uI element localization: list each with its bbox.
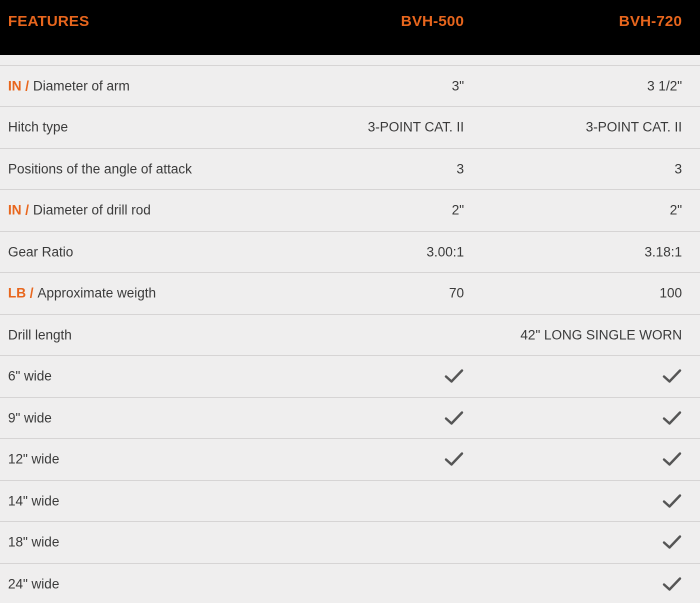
table-body: [0, 65, 700, 603]
header-spacer: [0, 55, 700, 65]
value-bvh-720: 3.18:1: [644, 244, 682, 260]
table-row: [0, 190, 700, 232]
table-row: [0, 232, 700, 274]
feature-label-text: Hitch type: [8, 119, 69, 135]
check-icon: [444, 368, 464, 384]
value-bvh-500: 2": [451, 202, 464, 218]
check-icon: [662, 368, 682, 384]
table-row: [0, 65, 700, 107]
check-icon: [444, 451, 464, 467]
value-bvh-720: 3 1/2": [647, 78, 682, 94]
value-bvh-500: 3.00:1: [426, 244, 464, 260]
table-row: [0, 273, 700, 315]
value-bvh-500: 70: [448, 285, 464, 301]
table-row: [0, 398, 700, 440]
value-bvh-720: 42" LONG SINGLE WORN: [520, 327, 682, 343]
value-bvh-500: 3: [456, 161, 464, 177]
unit-prefix: LB /: [8, 285, 34, 301]
feature-label: [8, 244, 73, 259]
feature-label: [8, 369, 52, 384]
feature-label-text: Approximate weigth: [37, 285, 157, 301]
table-row: [0, 439, 700, 481]
feature-label-text: 14" wide: [8, 493, 60, 509]
feature-label: [8, 410, 52, 425]
table-row: [0, 107, 700, 149]
check-icon: [444, 410, 464, 426]
table-row: [0, 356, 700, 398]
check-icon: [662, 410, 682, 426]
feature-label: [8, 161, 192, 176]
table-row: [0, 564, 700, 603]
feature-label-text: Diameter of arm: [33, 78, 130, 94]
feature-label-text: 9" wide: [8, 410, 52, 426]
feature-label: [8, 203, 151, 218]
feature-label-text: 12" wide: [8, 451, 60, 467]
feature-label: [8, 327, 72, 342]
header-model-bvh-500: BVH-500: [400, 13, 464, 30]
table-header: [0, 0, 700, 55]
value-bvh-720: 3: [674, 161, 682, 177]
feature-label: [8, 535, 59, 550]
check-icon: [662, 576, 682, 592]
header-features: FEATURES: [8, 13, 90, 30]
value-bvh-500: 3": [451, 78, 464, 94]
feature-label-text: Positions of the angle of attack: [8, 161, 192, 177]
feature-label: [8, 493, 59, 508]
feature-label: [8, 120, 68, 135]
feature-label: [8, 452, 59, 467]
feature-label-text: 24" wide: [8, 576, 60, 592]
table-row: [0, 481, 700, 523]
unit-prefix: IN /: [8, 202, 30, 218]
feature-label: [8, 576, 59, 591]
feature-label: [8, 286, 156, 301]
header-model-bvh-720: BVH-720: [618, 13, 682, 30]
check-icon: [662, 451, 682, 467]
feature-label-text: Diameter of drill rod: [33, 202, 151, 218]
check-icon: [662, 534, 682, 550]
value-bvh-720: 3-POINT CAT. II: [585, 119, 682, 135]
value-bvh-720: 2": [669, 202, 682, 218]
check-icon: [662, 493, 682, 509]
feature-label-text: Gear Ratio: [8, 244, 74, 260]
value-bvh-720: 100: [659, 285, 682, 301]
feature-label-text: 18" wide: [8, 534, 60, 550]
value-bvh-500: 3-POINT CAT. II: [367, 119, 464, 135]
feature-label-text: Drill length: [8, 327, 72, 343]
table-row: [0, 149, 700, 191]
unit-prefix: IN /: [8, 78, 30, 94]
table-row: [0, 315, 700, 357]
feature-label-text: 6" wide: [8, 368, 52, 384]
feature-label: [8, 79, 130, 94]
table-row: [0, 522, 700, 564]
